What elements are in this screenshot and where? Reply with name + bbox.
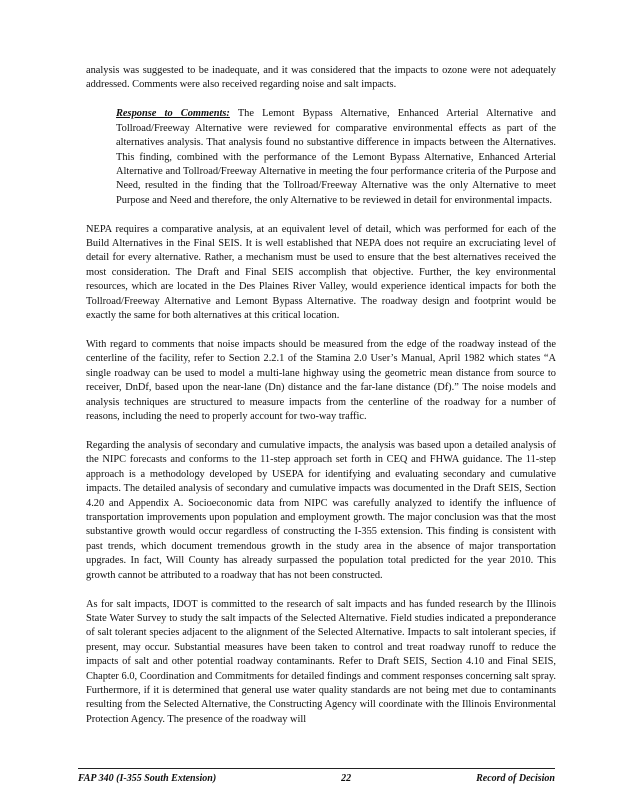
paragraph-salt: As for salt impacts, IDOT is committed to the research of salt impacts and has funded research by the Illinois State Water Survey to study the salt impacts of the Selected Alternative. Field studies indicated a preponderance of salt tolerant species adjacent to the alignment of the Selected Alternative. Impacts to salt intolerant species, if present, may occur. Substantial measures have been taken to control and treat roadway runoff to reduce the impacts of salt and other potential roadway contaminants. Refer to Draft SEIS, Section 4.10 and Final SEIS, Chapter 6.0, Coordination and Commitments for detailed findings and comment responses concerning salt spray. Furthermore, if it is determined that general use water quality standards are not being met due to contaminants resulting from the Selected Alternative, the Constructing Agency will coordinate with the Illinois Environmental Protection Agency. The presence of the roadway will bbox=[86, 598, 556, 725]
response-label: Response to Comments: bbox=[116, 108, 230, 120]
page-footer bbox=[78, 773, 555, 784]
paragraph-cumulative: Regarding the analysis of secondary and cumulative impacts, the analysis was based upon a detailed analysis of the NIPC forecasts and conforms to the 11-step approach set forth in CEQ and FHWA guidance. The 11-step approach is a methodology developed by USEPA for identifying and evaluating secondary and cumulative impacts. The detailed analysis of secondary and cumulative impacts was documented in the Draft SEIS, Section 4.20 and Appendix A. Socioeconomic data from NIPC was carefully analyzed to identify the influence of transportation improvements upon population and employment growth. The major conclusion was that the most substantive growth would occur regardless of constructing the I-355 extension. This finding is consistent with past trends, which document tremendous growth in the study area in the absence of major transportation upgrades. In fact, Will County has already surpassed the population total predicted for the year 2010. This growth cannot be attributed to a roadway that has not been constructed. bbox=[86, 439, 556, 581]
response-text: The Lemont Bypass Alternative, Enhanced Arterial Alternative and Tollroad/Freeway Alternative were reviewed for comparative environmental effects as part of the alternatives analysis. That analysis found no substantive difference in impacts between the Alternatives. This finding, combined with the performance of the Lemont Bypass Alternative, Enhanced Arterial Alternative and Tollroad/Freeway Alternative in meeting the four performance criteria of the Purpose and Need, resulted in the finding that the Tollroad/Freeway Alternative was the only Alternative to meet Purpose and Need and therefore, the only Alternative to be reviewed in detail for environmental impacts. bbox=[116, 108, 556, 206]
paragraph-response bbox=[86, 107, 556, 208]
body-text bbox=[86, 64, 556, 727]
footer-page-number: 22 bbox=[341, 773, 352, 784]
footer-document-title: Record of Decision bbox=[476, 773, 555, 784]
footer-divider bbox=[78, 768, 555, 769]
paragraph-noise: With regard to comments that noise impacts should be measured from the edge of the roadway instead of the centerline of the facility, refer to Section 2.2.1 of the Stamina 2.0 User’s Manual, April 1982 which states “A single roadway can be used to model a multi-lane highway using the geometric mean distance from source to receiver, DnDf, based upon the near-lane (Dn) distance and the far-lane distance (Df).” The noise models and analysis techniques are structured to measure impacts from the centerline of the roadway for a number of reasons, including the need to properly account for two-way traffic. bbox=[86, 339, 556, 423]
paragraph-nepa: NEPA requires a comparative analysis, at an equivalent level of detail, which was performed for each of the Build Alternatives in the Final SEIS. It is well established that NEPA does not require an excruciating level of detail for every alternative. Rather, a mechanism must be used to ensure that the best alternatives received the most consideration. The Draft and Final SEIS accomplish that objective. Further, the key environmental resources, which are located in the Des Plaines River Valley, would experience identical impacts for both the Tollroad/Freeway Alternative and Lemont Bypass Alternative. The roadway design and footprint would be exactly the same for both alternatives at this critical location. bbox=[86, 223, 556, 322]
paragraph-continuation: analysis was suggested to be inadequate, and it was considered that the impacts to ozone were not adequately addressed. Comments were also received regarding noise and salt impacts. bbox=[86, 65, 556, 91]
footer-project: FAP 340 (I-355 South Extension) bbox=[78, 773, 217, 784]
